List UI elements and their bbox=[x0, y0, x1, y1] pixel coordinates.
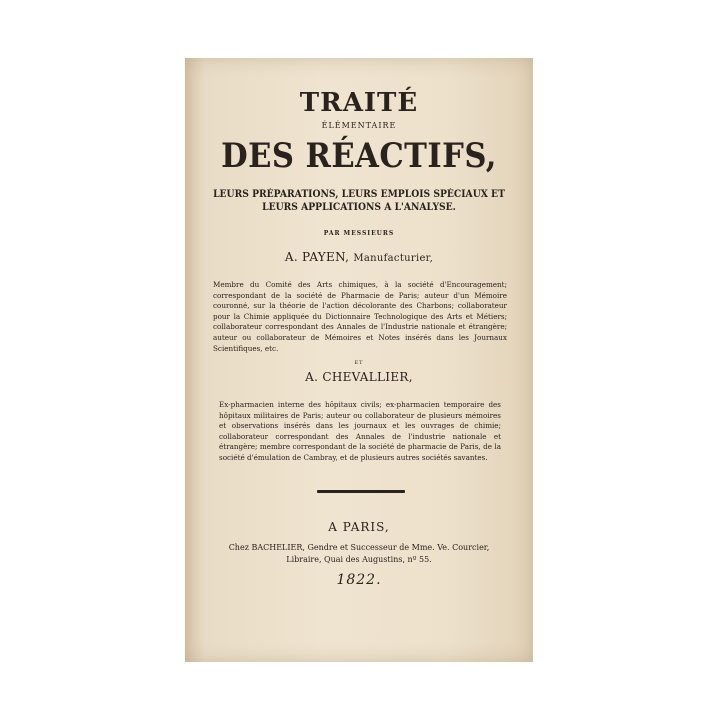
subtitle-line-1: LEURS PRÉPARATIONS, LEURS EMPLOIS SPÉCIAUX ET bbox=[213, 189, 505, 200]
title-line-2: ÉLÉMENTAIRE bbox=[321, 121, 397, 130]
author-1-description: Membre du Comité des Arts chimiques, à la société d'Encouragement; correspondant de la société de Pharmacie de Paris; auteur d'un Mémoire couronné, sur la théorie de l'action décolorante des Charbons; collaborateur pour la Chimie appliquée du Dictionnaire Technologique des Arts et Métiers; collaborateur correspondant des Annales de l'Industrie nationale et étrangère; auteur ou collaborateur de Mémoires et Notes insérés dans les Journaux Scientifiques, etc. bbox=[213, 280, 507, 353]
title-line-1: TRAITÉ bbox=[299, 88, 419, 118]
imprint-line-1: Chez BACHELIER, Gendre et Successeur de Mme. Ve. Courcier, bbox=[228, 543, 490, 552]
author-2-description: Ex-pharmacien interne des hôpitaux civils; ex-pharmacien temporaire des hôpitaux militaires de Paris; auteur ou collaborateur de plusieurs mémoires et observations insérés dans les journaux et les ouvrages de chimie; collaborateur correspondant des Annales de l'industrie nationale et étrangère; membre correspondant de la société de pharmacie de Paris, de la société d'émulation de Cambray, et de plusieurs autres sociétés savantes. bbox=[219, 400, 501, 462]
publication-year: 1822. bbox=[336, 572, 382, 588]
imprint-line-2: Libraire, Quai des Augustins, nº 55. bbox=[286, 555, 432, 564]
author-1-name: A. PAYEN, bbox=[284, 250, 350, 264]
title-line-3: DES RÉACTIFS, bbox=[221, 136, 497, 176]
divider-rule bbox=[317, 490, 405, 493]
imprint bbox=[185, 542, 533, 566]
subtitle-line-2: LEURS APPLICATIONS A L'ANALYSE. bbox=[262, 202, 456, 213]
by-line: PAR MESSIEURS bbox=[323, 230, 395, 237]
conjunction: ET bbox=[354, 360, 364, 366]
author-1-role: Manufacturier, bbox=[353, 253, 434, 264]
subtitle bbox=[199, 188, 519, 214]
author-2-name: A. CHEVALLIER, bbox=[305, 370, 413, 384]
title-page bbox=[185, 58, 533, 662]
imprint-place: A PARIS, bbox=[328, 520, 390, 534]
author-1 bbox=[185, 250, 533, 264]
